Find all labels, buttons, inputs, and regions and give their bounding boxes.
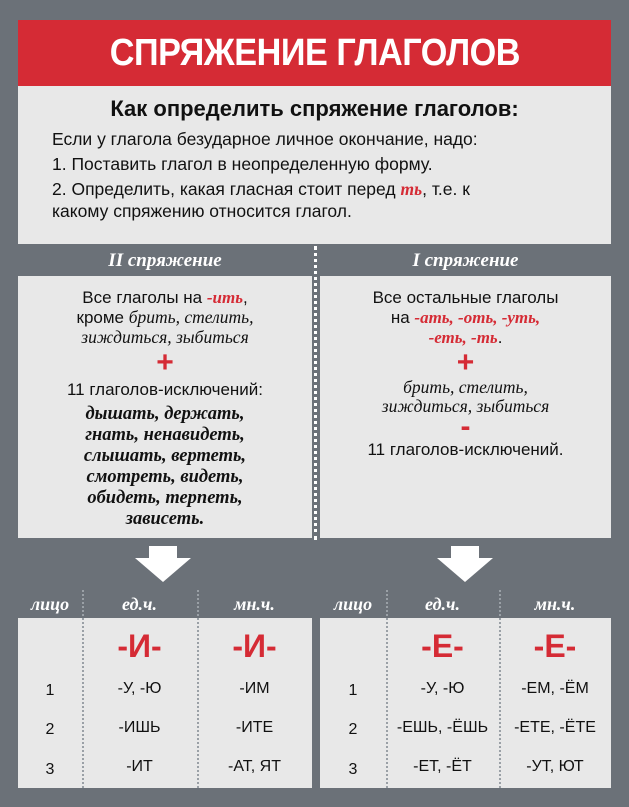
vowel-cell: -И-	[117, 627, 162, 664]
table-cell: -ИТЕ	[235, 719, 274, 736]
intro-step-2-text: 2. Определить, какая гласная стоит перед	[52, 179, 401, 199]
rule-line: Все остальные глаголы	[372, 288, 559, 307]
intro-step-1: 1. Поставить глагол в неопределенную форму.	[52, 154, 433, 174]
table-cell: -У, -Ю	[420, 680, 465, 697]
rule-italic: брить, стелить,	[128, 307, 254, 327]
table-cell: -У, -Ю	[117, 680, 162, 697]
ending-mark: -ить	[206, 288, 243, 307]
table-divider	[82, 590, 84, 788]
table-cell: -ИШЬ	[118, 719, 161, 736]
conjugation-1-panel	[320, 276, 611, 538]
column-header: лицо	[30, 593, 70, 614]
conjugation-2-panel	[18, 276, 312, 538]
exception-line: слышать, вертеть,	[83, 446, 247, 466]
ending-mark-2: -еть, -ть	[428, 328, 498, 347]
italic-line: брить, стелить,	[403, 377, 528, 397]
arrow-down-icon	[133, 546, 193, 582]
person-cell: 1	[348, 682, 358, 699]
plus-sign: +	[156, 346, 174, 379]
column-header: мн.ч.	[534, 593, 576, 614]
intro-panel	[18, 86, 611, 244]
header-conjugation-2: II спряжение	[18, 246, 312, 276]
header-conjugation-1: I спряжение	[320, 246, 611, 276]
exception-line: гнать, ненавидеть,	[85, 425, 245, 445]
plus-sign: +	[456, 346, 475, 379]
table-left-header	[18, 590, 312, 618]
intro-line: Если у глагола безударное личное окончание, надо:	[52, 129, 478, 149]
table-cell: -ЕШЬ, -ЁШЬ	[396, 719, 489, 736]
rule-line-2	[320, 308, 611, 328]
intro-step-2-mark: ть	[400, 179, 423, 199]
column-header: лицо	[333, 593, 373, 614]
exception-line: зависеть.	[125, 509, 205, 529]
table-divider	[499, 590, 501, 788]
rule-text: .	[497, 328, 503, 347]
rule-line-3	[320, 328, 611, 348]
rule-text: на	[390, 308, 415, 327]
column-header: мн.ч.	[234, 593, 275, 614]
rule-text: Все глаголы на	[82, 288, 207, 307]
person-cell: 2	[348, 721, 358, 738]
exceptions-note: 11 глаголов-исключений.	[367, 440, 564, 459]
intro-heading: Как определить спряжение глаголов:	[110, 96, 519, 121]
intro-step-2-text-b: , т.е. к	[422, 179, 470, 199]
person-cell: 3	[45, 761, 55, 778]
intro-step-2	[52, 178, 611, 200]
table-cell: -ЕТЕ, -ЁТЕ	[514, 719, 596, 736]
table-cell: -УТ, ЮТ	[526, 758, 584, 775]
person-cell: 3	[348, 761, 358, 778]
intro-step-2-cont: какому спряжению относится глагол.	[52, 201, 352, 221]
table-cell: -АТ, ЯТ	[228, 758, 281, 775]
exception-line: обидеть, терпеть,	[87, 488, 243, 508]
arrow-down-icon	[435, 546, 495, 582]
table-right-body	[320, 618, 611, 788]
title-banner	[18, 20, 611, 86]
rule-line-3: зиждиться, зыбиться	[81, 327, 249, 347]
exceptions-label: 11 глаголов-исключений:	[66, 380, 264, 399]
rule-text: кроме	[76, 308, 129, 327]
vowel-cell: -Е-	[421, 627, 464, 664]
table-divider	[386, 590, 388, 788]
rule-line-2	[18, 308, 312, 328]
ending-mark: -ать, -оть, -уть,	[414, 308, 541, 327]
exception-line: смотреть, видеть,	[86, 467, 244, 487]
vowel-cell: -И-	[232, 627, 277, 664]
minus-sign: -	[460, 410, 471, 443]
person-cell: 1	[45, 682, 55, 699]
vowel-cell: -Е-	[533, 627, 577, 664]
column-header: ед.ч.	[122, 593, 157, 614]
rule-line	[18, 288, 312, 308]
table-cell: -ЕТ, -ЁТ	[413, 758, 472, 775]
table-cell: -ИМ	[239, 680, 270, 697]
person-cell: 2	[45, 721, 55, 738]
exception-line: дышать, держать,	[85, 404, 245, 424]
column-divider	[314, 246, 317, 540]
page-title: СПРЯЖЕНИЕ ГЛАГОЛОВ	[109, 31, 520, 74]
table-left-body	[18, 618, 312, 788]
table-cell: -ЕМ, -ЁМ	[521, 680, 589, 697]
italic-line-2: зиждиться, зыбиться	[381, 396, 550, 416]
table-right-header	[320, 590, 611, 618]
rule-text-b: ,	[242, 288, 248, 307]
table-cell: -ИТ	[126, 758, 153, 775]
table-divider	[197, 590, 199, 788]
column-header: ед.ч.	[425, 593, 460, 614]
